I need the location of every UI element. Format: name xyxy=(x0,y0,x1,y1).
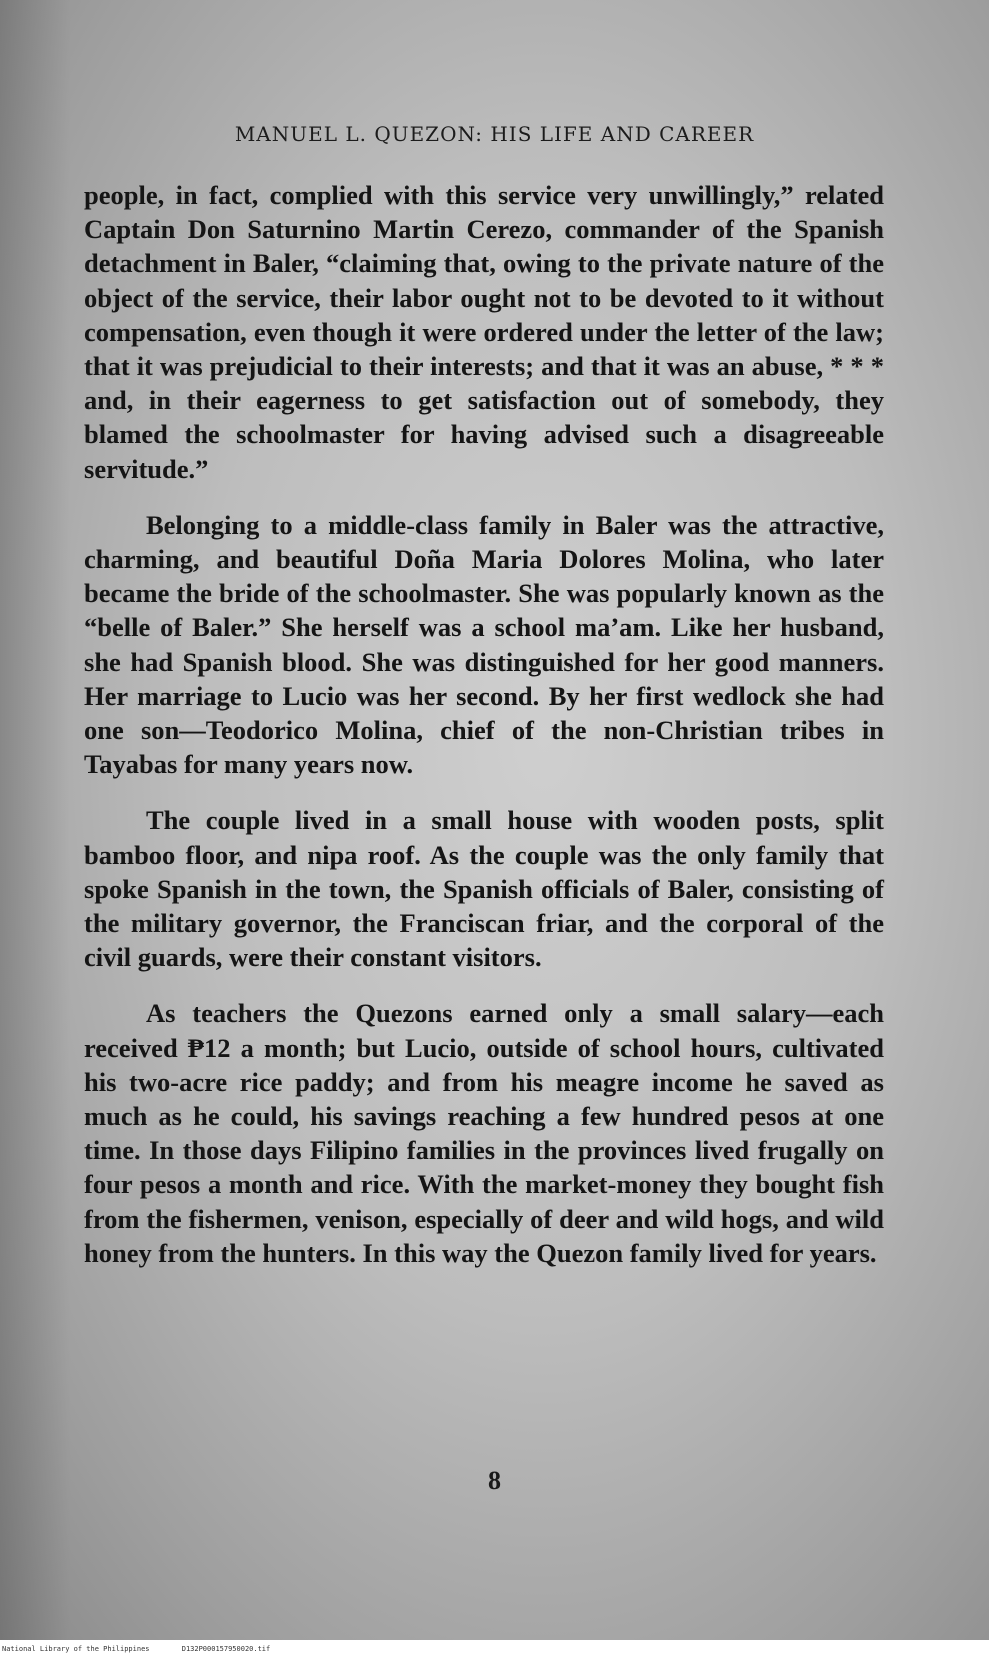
running-head-text: MANUEL L. QUEZON: HIS LIFE AND CAREER xyxy=(234,122,755,146)
paragraph: people, in fact, complied with this service very unwillingly,” related Captain Don Saturnino Martin Cerezo, commander of the Spanish detachment in Baler, “claiming that, owing to the private nature of the object of the service, their labor ought not to be devoted to it without compensation, even though it were ordered under the letter of the law; that it was prejudicial to their interests; and that it was an abuse, * * * and, in their eagerness to get satisfaction out of somebody, they blamed the schoolmaster for having advised such a disagreeable servitude.” xyxy=(84,180,884,484)
paragraph: Belonging to a middle-class family in Baler was the attractive, charming, and beautiful Doña Maria Dolores Molina, who later became the bride of the schoolmaster. She was popularly known as the “belle of Baler.” She herself was a school ma’am. Like her husband, she had Spanish blood. She was distinguished for her good manners. Her marriage to Lucio was her second. By her first wedlock she had one son—Teodorico Molina, chief of the non-Christian tribes in Tayabas for many years now. xyxy=(84,509,884,780)
body-text xyxy=(84,178,884,1292)
paragraph: The couple lived in a small house with wooden posts, split bamboo floor, and nipa roof. As the couple was the only family that spoke Spanish in the town, the Spanish officials of Baler, consisting of the military governor, the Franciscan friar, and the corporal of the civil guards, were their constant visitors. xyxy=(84,805,884,973)
running-head xyxy=(0,122,989,146)
page-number: 8 xyxy=(488,1466,501,1495)
footer-library: National Library of the Philippines xyxy=(2,1645,150,1653)
paragraph: As teachers the Quezons earned only a small salary—each received ₱12 a month; but Lucio, outside of school hours, cultivated his two-acre rice paddy; and from his meagre income he saved as much as he could, his savings reaching a few hundred pesos at one time. In those days Filipino families in the provinces lived frugally on four pesos a month and rice. With the market-money they bought fish from the fishermen, venison, especially of deer and wild hogs, and wild honey from the hunters. In this way the Quezon family lived for years. xyxy=(84,998,884,1268)
scan-footer xyxy=(2,1645,298,1653)
footer-file-id: D132P000157950020.tif xyxy=(181,1645,271,1653)
